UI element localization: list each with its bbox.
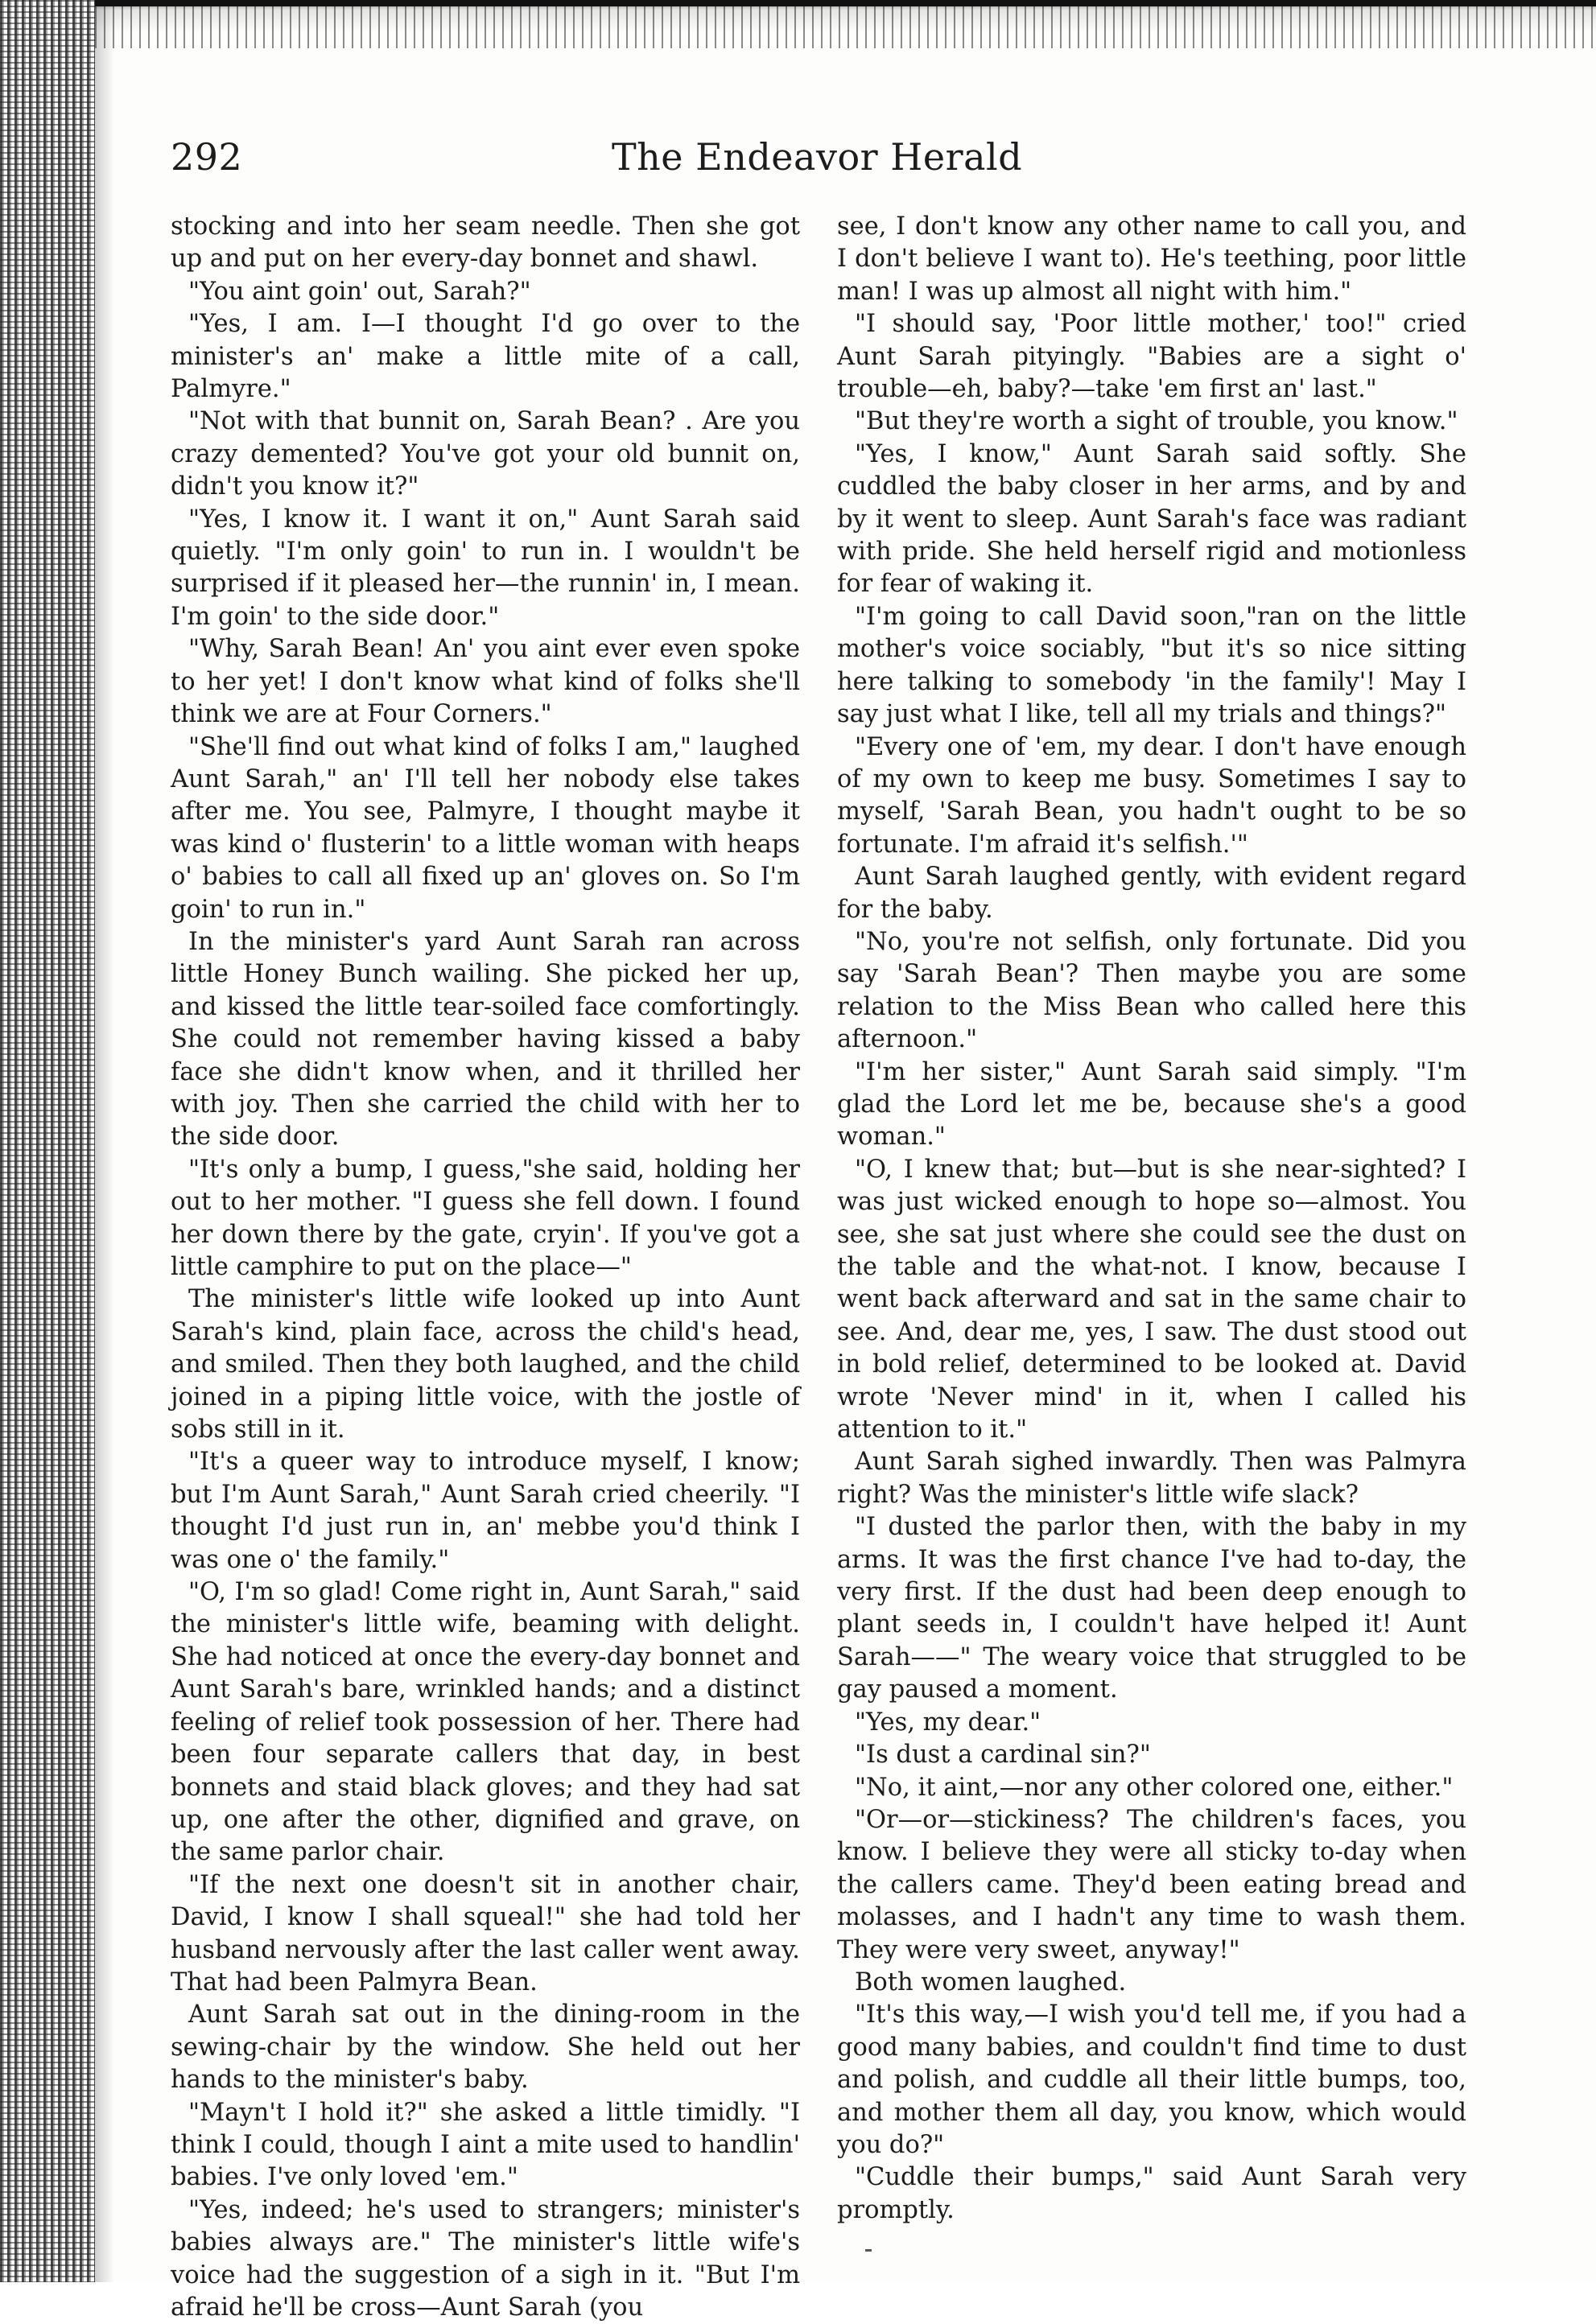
right-column (837, 211, 1466, 2227)
paragraph: "O, I knew that; but—but is she near-sighted? I was just wicked enough to hope so—almost. You see, she sat just where she could see the dust on the table and the what-not. I know, because I went back afterward and sat in the same chair to see. And, dear me, yes, I saw. The dust stood out in bold relief, determined to be looked at. David wrote 'Never mind' in it, when I called his attention to it." (837, 1155, 1466, 1444)
binding-shadow (95, 0, 114, 2282)
paragraph: "O, I'm so glad! Come right in, Aunt Sarah," said the minister's little wife, beaming with delight. She had noticed at once the every-day bonnet and Aunt Sarah's bare, wrinkled hands; and a distinct feeling of relief took possession of her. There had been four separate callers that day, in best bonnets and staid black gloves; and they had sat up, one after the other, dignified and grave, on the same parlor chair. (171, 1578, 800, 1867)
paragraph: "No, you're not selfish, only fortunate. Did you say 'Sarah Bean'? Then maybe you are some relation to the Miss Bean who called here this afternoon." (837, 927, 1466, 1054)
paragraph: "If the next one doesn't sit in another chair, David, I know I shall squeal!" she had told her husband nervously after the last caller went away. That had been Palmyra Bean. (171, 1870, 800, 1996)
left-column (171, 211, 800, 2324)
paragraph: "I should say, 'Poor little mother,' too!" cried Aunt Sarah pityingly. "Babies are a sight o' trouble—eh, baby?—take 'em first an' last." (837, 310, 1466, 404)
paragraph: The minister's little wife looked up into Aunt Sarah's kind, plain face, across the child's head, and smiled. Then they both laughed, and the child joined in a piping little voice, with the jostle of sobs still in it. (171, 1285, 800, 1444)
paragraph: "No, it aint,—nor any other colored one, either." (855, 1773, 1454, 1802)
paragraph: "Yes, I am. I—I thought I'd go over to the minister's an' make a little mite of a call, Palmyre." (171, 310, 800, 404)
running-title: The Endeavor Herald (612, 135, 1023, 179)
paragraph: Aunt Sarah laughed gently, with evident regard for the baby. (837, 863, 1466, 924)
paragraph: In the minister's yard Aunt Sarah ran across little Honey Bunch wailing. She picked her up, and kissed the little tear-soiled face comfortingly. She could not remember having kissed a baby face she didn't know when, and it thrilled her with joy. Then she carried the child with her to the side door. (171, 927, 800, 1152)
paragraph: Both women laughed. (855, 1968, 1127, 1996)
paragraph: "It's this way,—I wish you'd tell me, if you had a good many babies, and couldn't find time to dust and polish, and cuddle all their little bumps, too, and mother them all day, you know, which would you do?" (837, 2001, 1466, 2159)
paragraph: "Not with that bunnit on, Sarah Bean? . Are you crazy demented? You've got your old bunnit on, didn't you know it?" (171, 407, 800, 501)
paragraph: "You aint goin' out, Sarah?" (188, 277, 531, 306)
paragraph: "It's only a bump, I guess,"she said, holding her out to her mother. "I guess she fell down. I found her down there by the gate, cryin'. If you've got a little camphire to put on the place—" (171, 1155, 800, 1281)
top-border (95, 0, 1596, 6)
paragraph: see, I don't know any other name to call you, and I don't believe I want to). He's teething, poor little man! I was up almost all night with him." (837, 212, 1466, 306)
scan-binding-edge (0, 0, 95, 2282)
paragraph: "It's a queer way to introduce myself, I know; but I'm Aunt Sarah," Aunt Sarah cried cheerily. "I thought I'd just run in, an' mebbe you'd think I was one o' the family." (171, 1448, 800, 1574)
paragraph: "Is dust a cardinal sin?" (855, 1741, 1151, 1770)
paragraph: "Cuddle their bumps," said Aunt Sarah very promptly. (837, 2163, 1466, 2224)
paragraph: "Yes, I know," Aunt Sarah said softly. She cuddled the baby closer in her arms, and by and by it went to sleep. Aunt Sarah's face was radiant with pride. She held herself rigid and motionless for fear of waking it. (837, 439, 1466, 599)
scan-speck (865, 2249, 872, 2252)
paragraph: Aunt Sarah sighed inwardly. Then was Palmyra right? Was the minister's little wife slack? (837, 1448, 1466, 1509)
page-number: 292 (171, 135, 243, 179)
paragraph: "Mayn't I hold it?" she asked a little timidly. "I think I could, though I aint a mite used to handlin' babies. I've only loved 'em." (171, 2098, 800, 2192)
paragraph: "She'll find out what kind of folks I am," laughed Aunt Sarah," an' I'll tell her nobody else takes after me. You see, Palmyre, I thought maybe it was kind o' flusterin' to a little woman with heaps o' babies to call all fixed up an' gloves on. So I'm goin' to run in." (171, 732, 800, 924)
paragraph: "Yes, indeed; he's used to strangers; minister's babies always are." The minister's little wife's voice had the suggestion of a sigh in it. "But I'm afraid he'll be cross—Aunt Sarah (you (171, 2195, 800, 2322)
paragraph: "I'm going to call David soon,"ran on the little mother's voice sociably, "but it's so nice sitting here talking to somebody 'in the family'! May I say just what I like, tell all my trials and things?" (837, 602, 1466, 729)
paragraph: Aunt Sarah sat out in the dining-room in the sewing-chair by the window. She held out her hands to the minister's baby. (171, 2001, 800, 2095)
paragraph: "Yes, I know it. I want it on," Aunt Sarah said quietly. "I'm only goin' to run in. I wouldn't be surprised if it pleased her—the runnin' in, I mean. I'm goin' to the side door." (171, 505, 800, 631)
paragraph: "I dusted the parlor then, with the baby in my arms. It was the first chance I've had to-day, the very first. If the dust had been deep enough to plant seeds in, I couldn't have helped it! Aunt Sarah——" The weary voice that struggled to be gay paused a moment. (837, 1513, 1466, 1704)
paragraph: "I'm her sister," Aunt Sarah said simply. "I'm glad the Lord let me be, because she's a good woman." (837, 1057, 1466, 1152)
paragraph: stocking and into her seam needle. Then she got up and put on her every-day bonnet and shawl. (171, 212, 800, 274)
paragraph: "Why, Sarah Bean! An' you aint ever even spoke to her yet! I don't know what kind of folks she'll think we are at Four Corners." (171, 635, 800, 729)
scan-top-edge (95, 0, 1596, 48)
paragraph: "But they're worth a sight of trouble, you know." (855, 407, 1458, 436)
paragraph: "Yes, my dear." (855, 1708, 1041, 1737)
paragraph: "Every one of 'em, my dear. I don't have enough of my own to keep me busy. Sometimes I say to myself, 'Sarah Bean, you hadn't ought to be so fortunate. I'm afraid it's selfish.'" (837, 732, 1466, 859)
paragraph: "Or—or—stickiness? The children's faces, you know. I believe they were all sticky to-day when the callers came. They'd been eating bread and molasses, and I hadn't any time to wash them. They were very sweet, anyway!" (837, 1805, 1466, 1964)
